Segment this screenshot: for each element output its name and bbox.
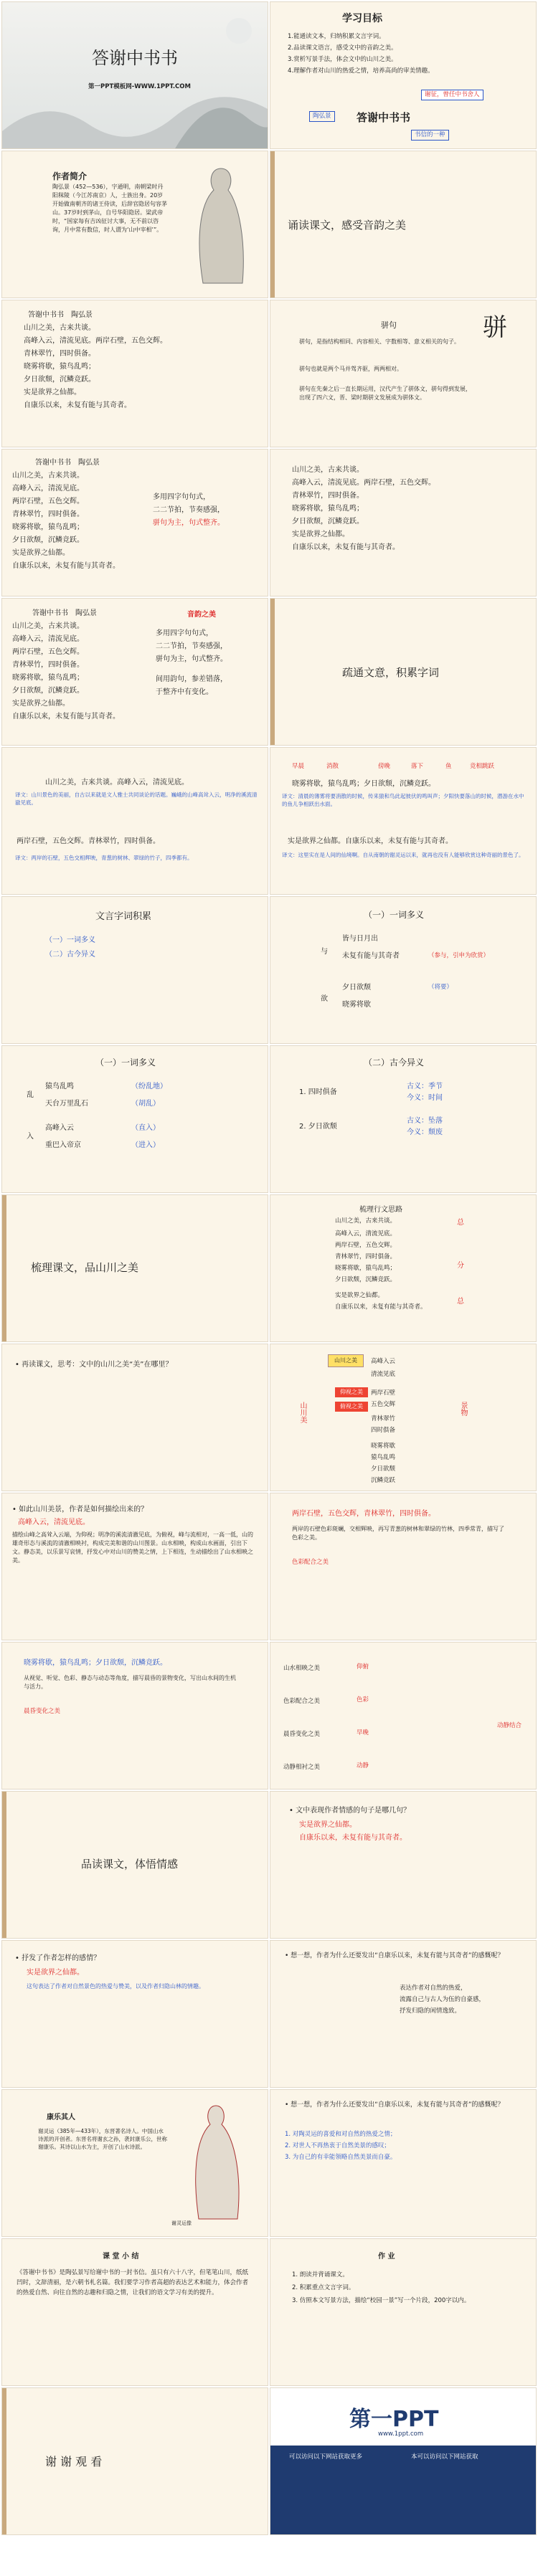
text-line-8: 自康乐以来，未复有能与其奇者。	[12, 562, 120, 570]
tag-fall: 落下	[411, 763, 424, 770]
slide-homework	[270, 2238, 537, 2386]
question: • 如此山川美景，作者是如何描绘出来的？	[12, 1506, 148, 1513]
note-4: 间用韵句，参差错落，	[156, 675, 227, 683]
text-title-label: 答谢中书书	[32, 609, 68, 617]
row-0: 皆与日月出	[342, 935, 378, 943]
slide-structure	[270, 1194, 537, 1342]
slide-text-2	[270, 449, 537, 597]
side-fen: 分	[457, 1262, 464, 1270]
side-zong-2: 总	[457, 1298, 464, 1306]
answer-2: 自康乐以来，未复有能与其奇者。	[299, 1834, 407, 1842]
text-line-4: 青林翠竹，四时俱备。	[12, 510, 84, 518]
note-1: 多用四字句句式，	[156, 629, 213, 637]
translation-1: 译文：山川景色的美丽，自古以来就是文人雅士共同谈论的话题。巍峨的山峰高耸入云，明净的溪流清澈见底。	[15, 792, 258, 806]
text-line-3: 两岸石壁，五色交辉。	[12, 648, 84, 656]
slide-heading: 诵读课文，感受音韵之美	[288, 219, 407, 232]
slide-heading: 康乐其人	[47, 2114, 75, 2121]
mid-0: 仰俯	[357, 1663, 369, 1670]
text-line-2: 高峰入云，清流见底。两岸石壁，五色交辉。	[24, 337, 167, 345]
term-2-old: 古义：坠落	[407, 1117, 443, 1125]
slide-summary	[1, 2238, 268, 2386]
tag-dispel: 消散	[326, 763, 339, 770]
hw-2: 2. 积累重点文言字词。	[292, 2284, 355, 2291]
tag-morning: 早晨	[292, 763, 305, 770]
highlight: 晨昏变化之美	[24, 1708, 61, 1715]
slide-translation-2	[270, 747, 537, 895]
diagram-letter-box: 书信的一种	[411, 130, 449, 141]
luan-b: 天台万里乱石	[45, 1100, 88, 1108]
word-ru: 入	[27, 1133, 34, 1141]
menu-item-polysemy[interactable]: （一）一词多义	[45, 936, 95, 944]
struct-line-2: 高峰入云，清流见底。	[335, 1230, 397, 1237]
text-line-4: 晓雾将歇，猿鸟乱鸣；	[292, 505, 364, 513]
box-0: 山川之美	[328, 1354, 364, 1367]
mid-1: 俯视之美	[335, 1402, 368, 1412]
text-line-7: 自康乐以来，未复有能与其奇者。	[292, 543, 400, 551]
slide-title	[1, 1, 268, 149]
text-line-1: 山川之美，古来共谈。	[24, 324, 95, 332]
goal-2: 2.品读课文语言，感受文中的音韵之美。	[288, 44, 397, 52]
slide-heading: 梳理行文思路	[359, 1206, 402, 1214]
accent-bar	[2, 1195, 6, 1341]
right: 动静结合	[497, 1722, 522, 1729]
menu-item-ancient-modern[interactable]: （二）古今异义	[45, 951, 95, 959]
passage-4: 实是欲界之仙都。自康乐以来，未复有能与其奇者。	[288, 837, 453, 845]
slide-meaning	[270, 598, 537, 746]
slide-subtitle: 第一PPT模板网-WWW.1PPT.COM	[88, 83, 191, 90]
text-title	[35, 457, 100, 469]
diagram-left: 山川美	[298, 1402, 306, 1423]
slide-heading: （一）一词多义	[364, 910, 425, 920]
rhyme-tag: 音韵之美	[187, 611, 216, 619]
term-2: 2. 夕日欲颓	[299, 1123, 337, 1131]
goal-1: 1.能通读文本，归纳积累文言字词。	[288, 33, 385, 40]
struct-line-7: 实是欲界之仙都。	[335, 1292, 384, 1299]
row-2-note: （将要）	[428, 984, 453, 991]
term-1-old: 古义：季节	[407, 1083, 443, 1090]
point-1: 1. 对陶灵运的喜爱和对自然的热爱之情；	[285, 2131, 397, 2138]
accent-bar	[2, 2388, 6, 2534]
struct-line-6: 夕日欲颓，沉鳞竞跃。	[335, 1276, 397, 1283]
luan-b-note: （胡乱）	[131, 1100, 160, 1108]
text-author: 陶弘景	[78, 459, 100, 467]
goal-4: 4.理解作者对山川的热爱之情，培养高尚的审美情趣。	[288, 67, 434, 75]
term-1-new: 今义：时间	[407, 1094, 443, 1102]
text-line-4: 晓雾将歇，猿鸟乱鸣；	[24, 363, 95, 371]
slide-polysemy-2	[1, 1045, 268, 1193]
tag-fish: 鱼	[445, 763, 452, 770]
box-3: 两岸石壁	[371, 1389, 396, 1397]
text-line-8: 自康乐以来，未复有能与其奇者。	[12, 713, 120, 721]
box-1: 高峰入云	[371, 1358, 396, 1365]
struct-line-8: 自康乐以来，未复有能与其奇者。	[335, 1303, 427, 1311]
slide-vocab-menu	[1, 896, 268, 1044]
point-1: 表达作者对自然的热爱，	[400, 1985, 467, 1992]
text-line-3: 青林翠竹，四时俱备。	[292, 492, 364, 500]
diagram-right: 景物	[459, 1402, 467, 1416]
box-7: 晓雾将歇	[371, 1443, 396, 1450]
diagram-xie-box: 谢征，曾任中书舍人	[421, 90, 483, 100]
head: 晓雾将歇，猿鸟乱鸣；夕日欲颓，沉鳞竞跃。	[24, 1659, 167, 1667]
slide-recite	[270, 151, 537, 298]
slide-learning-goals	[270, 1, 537, 149]
side-zong-1: 总	[457, 1219, 464, 1227]
answer: 高峰入云，清流见底。	[18, 1518, 90, 1526]
term-2-new: 今义：颓废	[407, 1128, 443, 1136]
text-line-3: 青林翠竹，四时俱备。	[24, 350, 95, 358]
slide-ancient-modern	[270, 1045, 537, 1193]
note-1: 多用四字句句式，	[153, 493, 210, 501]
mid-2: 早晚	[357, 1729, 369, 1736]
analysis: 从视觉、听觉、色彩、静态与动态等角度，描写晨昏的景物变化，写出山水间的生机与活力。	[24, 1675, 236, 1690]
author-bio: 陶弘景（452—536），字通明，南朝梁时丹阳秣陵（今江苏南京）人，士族出身。20岁开始做南朝齐的诸王侍读，后辞官隐居句容茅山。37岁时到茅山，自号华阳隐居。梁武帝时，“国家每有吉凶征讨大事，无不前以咨询，月中常有数信，时人谓为‘山中宰相’”。	[52, 184, 167, 233]
ru-b: 重巴入帝京	[45, 1141, 81, 1149]
slide-heading: 疏通文意，积累字词	[342, 666, 440, 679]
text-line-2: 高峰入云，清流见底。	[12, 635, 84, 643]
head: 两岸石壁，五色交辉，青林翠竹，四时俱备。	[292, 1510, 435, 1518]
box-2: 清流见底	[371, 1371, 396, 1378]
slide-heading: 骈句	[381, 320, 397, 330]
answer-1: 实是欲界之仙都。	[299, 1821, 357, 1829]
text-line-1: 山川之美，古来共谈。	[292, 466, 364, 474]
term-1: 1. 四时俱备	[299, 1088, 337, 1096]
text-line-1: 山川之美，古来共谈。	[12, 622, 84, 630]
passage-2: 两岸石壁，五色交辉。青林翠竹，四时俱备。	[16, 837, 160, 845]
luan-a: 猿鸟乱鸣	[45, 1083, 74, 1090]
slide-heading: 作 业	[378, 2253, 395, 2261]
text-title	[28, 309, 93, 321]
box-9: 夕日欲颓	[371, 1465, 396, 1473]
ru-b-note: （进入）	[131, 1141, 160, 1149]
text-line-6: 实是欲界之仙都。	[24, 389, 81, 396]
slide-heading: 文言字词积累	[95, 911, 152, 922]
pianju-para-2: 骈句也就是两个马并驾齐驱，两两相对。	[299, 366, 402, 372]
footer-panel	[270, 2446, 537, 2535]
diagram-center: 答谢中书书	[357, 111, 411, 124]
author-portrait	[181, 161, 260, 290]
brand-logo: 第一PPT	[349, 2407, 439, 2432]
highlight: 色彩配合之美	[292, 1559, 329, 1566]
text-title-label: 答谢中书书	[28, 311, 64, 319]
slide-pianju	[270, 300, 537, 447]
translation-3: 译文：清晨的薄雾将要消散的时候，传来猿和鸟此起彼伏的鸣叫声；夕阳快要落山的时候，潜游在水中的鱼儿争相跃出水面。	[282, 793, 524, 807]
row-1-note: （参与，引申为欣赏）	[428, 952, 490, 959]
ink-mountain-illustration	[2, 2, 268, 149]
brand-url: www.1ppt.com	[378, 2430, 424, 2438]
slide-polysemy-1	[270, 896, 537, 1044]
text-line-6: 夕日欲颓，沉鳞竞跃。	[12, 536, 84, 544]
left-2: 晨昏变化之美	[283, 1731, 321, 1738]
slide-author-intro	[1, 151, 268, 298]
answer: 实是欲界之仙都。	[27, 1969, 84, 1977]
struct-line-3: 两岸石壁，五色交辉。	[335, 1242, 397, 1249]
text-author: 陶弘景	[71, 311, 93, 319]
text-title-label: 答谢中书书	[35, 459, 71, 467]
text-line-6: 夕日欲颓，沉鳞竞跃。	[12, 687, 84, 695]
text-line-3: 两岸石壁，五色交辉。	[12, 498, 84, 505]
slide-text-rhythm	[1, 449, 268, 597]
box-6: 四时俱备	[371, 1427, 396, 1434]
left-1: 色彩配合之美	[283, 1698, 321, 1705]
slide-dawn-dusk	[1, 1642, 268, 1790]
slide-translation-1	[1, 747, 268, 895]
analysis: 这句表达了作者对自然景色的热爱与赞美，以及作者归隐山林的情趣。	[27, 1983, 204, 1990]
accent-bar	[270, 599, 275, 745]
accent-bar	[270, 151, 275, 298]
accent-bar	[2, 1792, 6, 1938]
slide-emotion-sentences	[270, 1791, 537, 1939]
row-2: 夕日欲颓	[342, 984, 371, 992]
question: • 想一想，作者为什么还要发出“自康乐以来，未复有能与其奇者”的感慨呢？	[285, 1952, 504, 1959]
note-3: 骈句为主，句式整齐。	[153, 519, 225, 527]
mid-3: 动静	[357, 1762, 369, 1769]
row-3: 晓雾将歇	[342, 1001, 371, 1009]
point-3: 抒发归隐的闲情逸致。	[400, 2007, 461, 2015]
slide-beauty-diagram	[270, 1344, 537, 1491]
word-yu: 与	[321, 948, 328, 956]
text-line-5: 夕日欲颓，沉鳞竞跃。	[24, 376, 95, 384]
goal-3: 3.赏析写景手法，体会文中的山川之美。	[288, 56, 397, 63]
point-2: 2. 对世人不再热衷于自然美景的感叹；	[285, 2142, 390, 2149]
slide-text-pian	[1, 300, 268, 447]
slide-main-title: 答谢中书书	[92, 48, 178, 68]
luan-a-note: （纷乱地）	[131, 1083, 167, 1090]
question: • 抒发了作者怎样的感情？	[15, 1954, 101, 1962]
text-line-7: 实是欲界之仙都。	[12, 549, 70, 557]
text-line-5: 晓雾将歇，猿鸟乱鸣；	[12, 523, 84, 531]
struct-line-4: 青林翠竹，四时俱备。	[335, 1253, 397, 1260]
slide-heading: 梳理课文，品山川之美	[31, 1261, 139, 1274]
slide-section-mountains	[1, 1194, 268, 1342]
slide-thanks	[1, 2387, 268, 2535]
tag-leap: 竞相跳跃	[470, 763, 495, 770]
row-1: 未复有能与其奇者	[342, 952, 400, 960]
slide-heading: （二）古今异义	[364, 1058, 425, 1068]
note-2: 二二节拍，节奏感强，	[153, 506, 225, 514]
note-3: 骈句为主，句式整齐。	[156, 655, 227, 663]
text-title	[32, 607, 97, 619]
passage-3: 晓雾将歇，猿鸟乱鸣；夕日欲颓，沉鳞竞跃。	[292, 780, 435, 788]
text-line-5: 晓雾将歇，猿鸟乱鸣；	[12, 674, 84, 682]
seal-char: 骈	[483, 313, 507, 342]
pianju-para-3: 骈句在先秦之后一直长期运用，汉代产生了骈体文，骈句得到发展，出现了四六文，晋、梁时期骈文发展成为骈体文。	[299, 386, 471, 401]
text-line-1: 山川之美，古来共谈。	[12, 472, 84, 480]
mid-1: 色彩	[357, 1696, 369, 1703]
passage-1: 山川之美，古来共谈。高峰入云，清流见底。	[45, 779, 189, 786]
slide-why-sigh	[270, 1940, 537, 2088]
footer-col-1: 可以访问以下网站获取更多	[289, 2453, 363, 2461]
slide-heading: 课 堂 小 结	[103, 2253, 139, 2261]
slide-heading: （一）一词多义	[95, 1058, 156, 1068]
text-author: 陶弘景	[75, 609, 97, 617]
left-3: 动静相衬之美	[283, 1764, 321, 1771]
portrait-caption: 谢灵运像	[171, 2220, 192, 2226]
pianju-para-1: 骈句，是指结构相同、内容相关、字数相等、意义相关的句子。	[299, 338, 460, 345]
slide-heading: 学习目标	[342, 13, 382, 24]
note-5: 于整齐中有变化。	[156, 688, 213, 696]
slide-brand	[270, 2387, 537, 2535]
note-2: 二二节拍，节奏感强，	[156, 642, 227, 650]
struct-line-5: 晓雾将歇，猿鸟乱鸣；	[335, 1265, 397, 1272]
word-yu-2: 欲	[321, 995, 328, 1003]
left-0: 山水相映之美	[283, 1665, 321, 1672]
slide-feeling	[1, 1940, 268, 2088]
analysis: 描绘山峰之高耸入云端，为仰视；明净的溪流清澈见底，为俯视，峰与流相对，一高一低，山的雄奇形态与溪流的清澈相映衬，构成完美和谐的山川图景。山水相映，构成山水画面，引出下文。静态美，以乐景写哀情，抒发心中对山川的赞美之情，上下相连，生动描绘出了山水相映之美。	[12, 1531, 253, 1564]
slide-section-emotion	[1, 1791, 268, 1939]
struct-line-1: 山川之美，古来共谈。	[335, 1217, 397, 1225]
diagram-author-box: 陶弘景	[309, 111, 335, 122]
text-line-7: 实是欲界之仙都。	[12, 700, 70, 708]
box-5: 青林翠竹	[371, 1415, 396, 1422]
slide-summary-diagram	[270, 1642, 537, 1790]
portrait-illustration	[180, 2100, 252, 2222]
slide-question-beauty	[1, 1344, 268, 1491]
ru-a: 高峰入云	[45, 1124, 74, 1132]
mid-0: 仰视之美	[335, 1387, 368, 1397]
slide-kangle	[1, 2089, 268, 2237]
slide-text-rhyme	[1, 598, 268, 746]
slide-color-beauty	[270, 1493, 537, 1640]
footer-col-2: 本可以访问以下网站获取	[411, 2453, 478, 2461]
text-line-2: 高峰入云，清流见底。两岸石壁，五色交辉。	[292, 479, 435, 487]
ru-a-note: （直入）	[131, 1124, 160, 1132]
translation-2: 译文：两岸的石壁，五色交相辉映，青葱的树林、翠绿的竹子，四季都有。	[15, 855, 193, 861]
word-luan: 乱	[27, 1091, 34, 1099]
slide-heading: 作者简介	[52, 171, 88, 181]
box-8: 猿鸟乱鸣	[371, 1454, 396, 1461]
point-3: 3. 为自己的有幸能领略自然美景而自豪。	[285, 2154, 397, 2161]
slide-why-sigh-2	[270, 2089, 537, 2237]
thanks-text: 谢 谢 观 看	[45, 2455, 103, 2468]
text-line-6: 实是欲界之仙都。	[292, 531, 349, 538]
question: • 想一想，作者为什么还要发出“自康乐以来，未复有能与其奇者”的感慨呢？	[285, 2101, 504, 2109]
point-2: 流露自己与古人为伍的自豪感，	[400, 1996, 486, 2003]
question: • 再读课文，思考：文中的山川之美“美”在哪里？	[15, 1361, 173, 1369]
translation-4: 译文：这里实在是人间的仙境啊。自从南朝的谢灵运以来，就再也没有人能够欣赏这种奇丽的景色了。	[282, 852, 524, 858]
hw-3: 3. 仿照本文写景方法，描绘“校园一景”写一个片段，200字以内。	[292, 2297, 471, 2304]
text-line-5: 夕日欲颓，沉鳞竞跃。	[292, 518, 364, 526]
summary-body: 《答谢中书书》是陶弘景写给谢中书的一封书信。虽只有六十八字，但笔笔山川，纸纸凹时，文辞清丽，是六朝书札名篇。我们要学习作者高超的表达艺术和能力，体会作者的热爱自然、向往自然的志趣和归隐之情，让我们的语文学习有美的提升。	[16, 2269, 249, 2296]
text-line-2: 高峰入云，清流见底。	[12, 485, 84, 493]
hw-1: 1. 朗读并背诵课文。	[292, 2271, 349, 2278]
tag-evening: 傍晚	[378, 763, 391, 770]
text-line-7: 自康乐以来，未复有能与其奇者。	[24, 401, 131, 409]
analysis: 两岸的石壁色彩斑斓，交相辉映，再写青葱的树林和翠绿的竹林，四季常青，描写了色彩之美。	[292, 1526, 504, 1541]
bio: 谢灵运（385年—433年），东晋著名诗人。中国山水诗派的开创者。东晋名将谢玄之孙，袭封康乐公，世称谢康乐。其诗以山水为主，开创了山水诗派。	[38, 2128, 167, 2150]
slide-heading: 品读课文，体悟情感	[81, 1858, 179, 1871]
slide-how-depicted	[1, 1493, 268, 1640]
text-line-4: 青林翠竹，四时俱备。	[12, 661, 84, 669]
box-10: 沉鳞竞跃	[371, 1477, 396, 1484]
box-4: 五色交辉	[371, 1401, 396, 1408]
question: • 文中表现作者情感的句子是哪几句？	[289, 1807, 411, 1815]
